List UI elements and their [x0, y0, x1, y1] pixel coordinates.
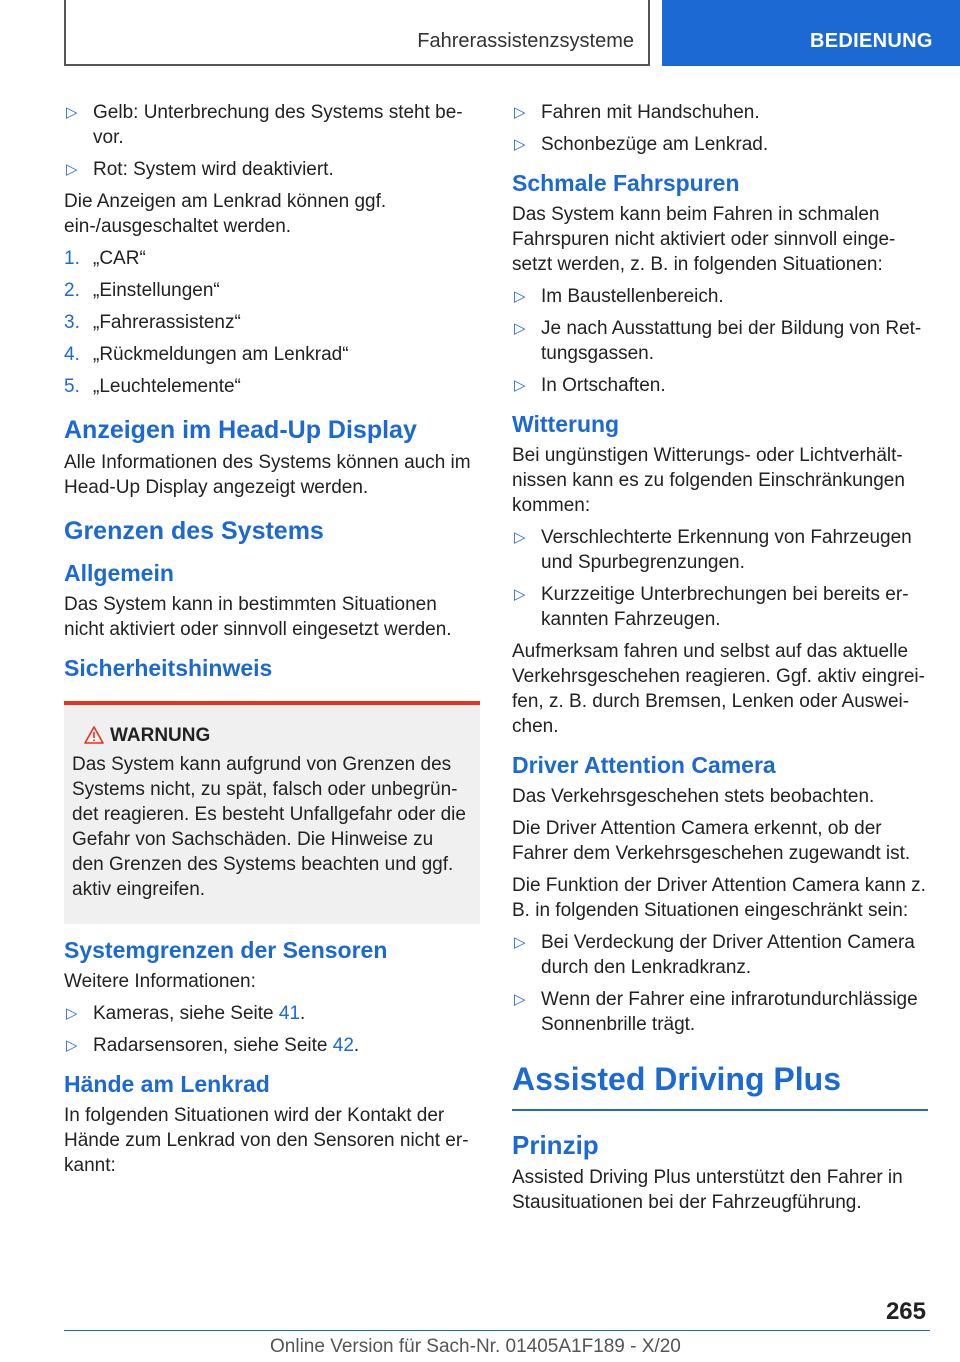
paragraph: Die Anzeigen am Lenkrad können ggf. ein-/ausgeschaltet werden. — [64, 191, 387, 237]
header-chapter-tab — [662, 0, 960, 66]
hands-list — [512, 100, 928, 157]
footer-version-text: Online Version für Sach-Nr. 01405A1F189 - X/20 — [270, 1336, 681, 1357]
warning-box — [64, 701, 480, 924]
header-section-title: Fahrerassistenzsysteme — [417, 30, 634, 52]
warning-title: WARNUNG — [72, 723, 468, 748]
warning-text: Das System kann aufgrund von Grenzen des Systems nicht, zu spät, falsch oder unbegrün-det reagieren. Es besteht Unfallgefahr oder die Gefahr von Sachschäden. Die Hinweise zu den Grenzen des Systems beachten und ggf. aktiv eingreifen. — [72, 754, 466, 900]
header-section-box — [64, 0, 650, 66]
footer-divider — [64, 1330, 930, 1331]
triangle-bullet-icon: ▷ — [66, 1037, 78, 1054]
heading-safety: Sicherheitshinweis — [64, 655, 273, 681]
paragraph: Die Driver Attention Camera erkennt, ob der Fahrer dem Verkehrsgeschehen zugewandt ist. — [512, 818, 911, 864]
paragraph: Alle Informationen des Systems können auch im Head-Up Display angezeigt werden. — [64, 452, 471, 498]
heading-hands: Hände am Lenkrad — [64, 1071, 270, 1097]
paragraph: Das System kann in bestimmten Situationen nicht aktiviert oder sinnvoll eingesetzt werden. — [64, 594, 452, 640]
camera-list — [512, 930, 928, 1037]
steps-list — [64, 246, 480, 399]
list-item: ▷ Radarsensoren, siehe Seite 42. — [66, 1035, 360, 1056]
paragraph: In folgenden Situationen wird der Kontakt der Hände zum Lenkrad von den Sensoren nicht er-kannt: — [64, 1105, 469, 1176]
right-column — [512, 100, 928, 1222]
triangle-bullet-icon: ▷ — [514, 136, 526, 153]
triangle-bullet-icon: ▷ — [514, 104, 526, 121]
heading-general: Allgemein — [64, 560, 174, 586]
warning-triangle-icon — [84, 725, 104, 745]
heading-principle: Prinzip — [512, 1130, 599, 1160]
page-link-cameras[interactable]: 41 — [278, 1003, 301, 1024]
paragraph: Aufmerksam fahren und selbst auf das aktuelle Verkehrsgeschehen reagieren. Ggf. aktiv eingrei-fen, z. B. durch Bremsen, Lenken oder Auswei-chen. — [512, 641, 925, 737]
list-item: ▷ Im Baustellenbereich. — [514, 286, 724, 307]
heading-weather: Witterung — [512, 411, 620, 437]
heading-hud: Anzeigen im Head-Up Display — [64, 416, 417, 444]
triangle-bullet-icon: ▷ — [514, 934, 526, 951]
list-item: ▷ Bei Verdeckung der Driver Attention Camera durch den Lenkradkranz. — [514, 932, 915, 978]
page-link-radar[interactable]: 42 — [332, 1035, 354, 1056]
page-number: 265 — [885, 1298, 926, 1325]
triangle-bullet-icon: ▷ — [514, 991, 526, 1008]
paragraph: Die Funktion der Driver Attention Camera kann z. B. in folgenden Situationen eingeschränkt sein: — [512, 875, 926, 921]
list-item: ▷ In Ortschaften. — [514, 375, 666, 396]
triangle-bullet-icon: ▷ — [514, 529, 526, 546]
paragraph: Das System kann beim Fahren in schmalen Fahrspuren nicht aktiviert oder sinnvoll einge-setzt werden, z. B. in folgenden Situationen: — [512, 204, 896, 275]
heading-camera: Driver Attention Camera — [512, 752, 776, 778]
list-item: ▷ Rot: System wird deaktiviert. — [66, 159, 334, 180]
triangle-bullet-icon: ▷ — [66, 104, 78, 121]
heading-assisted-driving-plus: Assisted Driving Plus — [512, 1059, 928, 1111]
left-column — [64, 100, 480, 1185]
heading-limits: Grenzen des Systems — [64, 517, 324, 545]
triangle-bullet-icon: ▷ — [66, 161, 78, 178]
triangle-bullet-icon: ▷ — [514, 320, 526, 337]
list-item: ▷ Kurzzeitige Unterbrechungen bei bereits er-kannten Fahrzeugen. — [514, 584, 909, 630]
list-item: ▷ Verschlechterte Erkennung von Fahrzeugen und Spurbegrenzungen. — [514, 527, 912, 573]
list-item: ▷ Wenn der Fahrer eine infrarotundurchlässige Sonnenbrille trägt. — [514, 989, 918, 1035]
heading-lanes: Schmale Fahrspuren — [512, 170, 740, 196]
list-item: ▷ Schonbezüge am Lenkrad. — [514, 134, 769, 155]
step-item: 3. „Fahrerassistenz“ — [64, 312, 241, 333]
triangle-bullet-icon: ▷ — [66, 1005, 78, 1022]
sensor-ref-list — [64, 1001, 480, 1058]
paragraph: Das Verkehrsgeschehen stets beobachten. — [512, 786, 875, 807]
heading-sensors: Systemgrenzen der Sensoren — [64, 937, 388, 963]
triangle-bullet-icon: ▷ — [514, 377, 526, 394]
list-item: ▷ Gelb: Unterbrechung des Systems steht be-vor. — [66, 102, 463, 148]
list-item: ▷ Fahren mit Handschuhen. — [514, 102, 760, 123]
list-item: ▷ Kameras, siehe Seite 41. — [66, 1003, 306, 1024]
lanes-list — [512, 284, 928, 398]
list-item: ▷ Je nach Ausstattung bei der Bildung von Ret-tungsgassen. — [514, 318, 922, 364]
paragraph: Weitere Informationen: — [64, 971, 256, 992]
step-item: 5. „Leuchtelemente“ — [64, 376, 241, 397]
step-item: 2. „Einstellungen“ — [64, 280, 220, 301]
triangle-bullet-icon: ▷ — [514, 288, 526, 305]
status-color-list — [64, 100, 480, 182]
weather-list — [512, 525, 928, 632]
step-item: 4. „Rückmeldungen am Lenkrad“ — [64, 344, 349, 365]
paragraph: Assisted Driving Plus unterstützt den Fahrer in Stausituationen bei der Fahrzeugführung. — [512, 1167, 903, 1213]
paragraph: Bei ungünstigen Witterungs- oder Lichtverhält-nissen kann es zu folgenden Einschränkungen kommen: — [512, 445, 905, 516]
triangle-bullet-icon: ▷ — [514, 586, 526, 603]
header-chapter-title: BEDIENUNG — [810, 30, 933, 52]
step-item: 1. „CAR“ — [64, 248, 146, 269]
